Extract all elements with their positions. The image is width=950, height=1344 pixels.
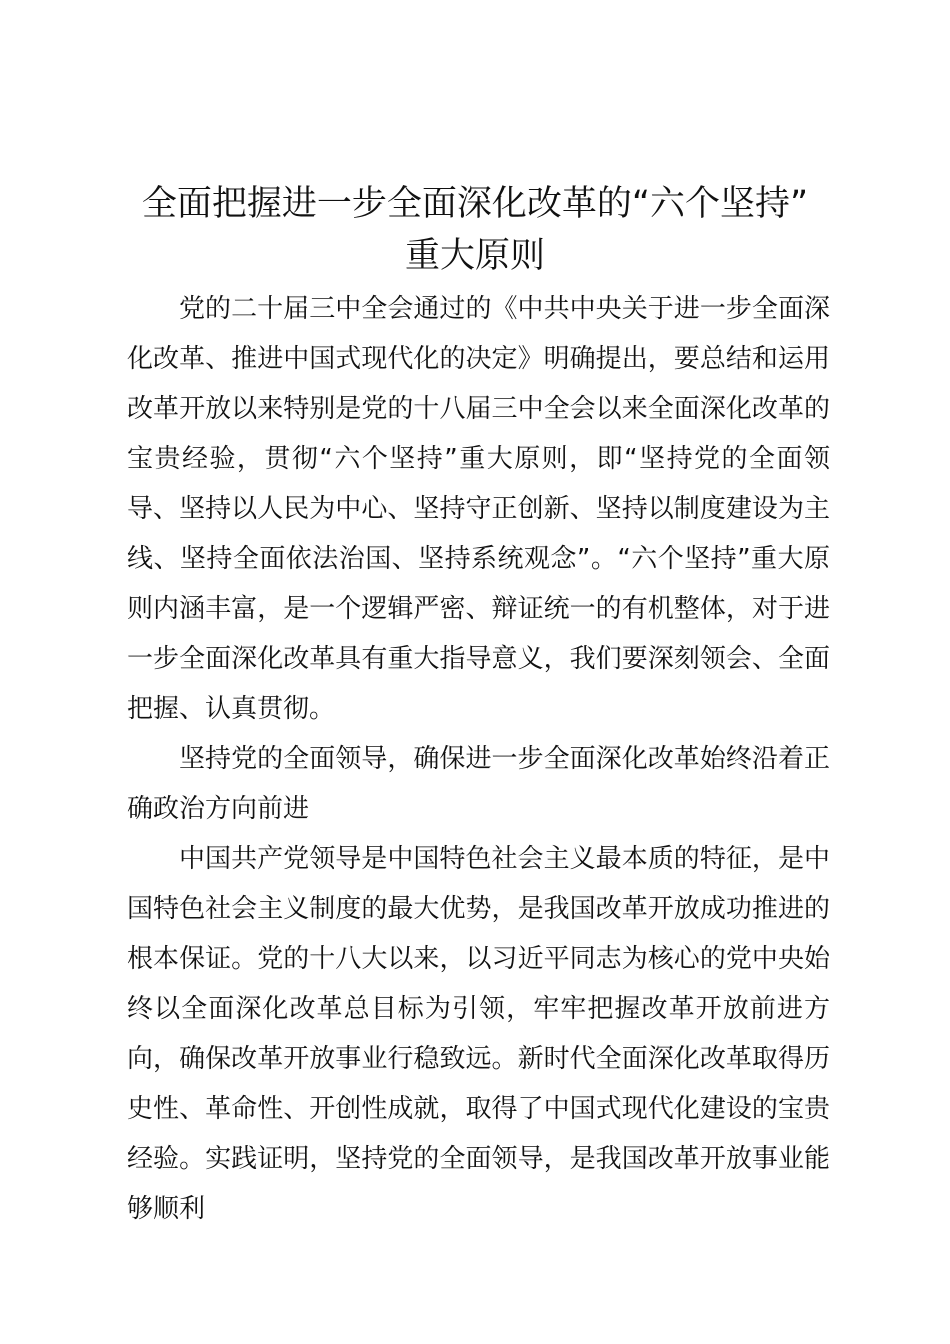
title-line-1: 全面把握进一步全面深化改革的“六个坚持” — [141, 184, 809, 224]
section-heading: 坚持党的全面领导，确保进一步全面深化改革始终沿着正确政治方向前进 — [127, 744, 830, 824]
title-line-2: 重大原则 — [404, 236, 545, 276]
intro-paragraph: 党的二十届三中全会通过的《中共中央关于进一步全面深化改革、推进中国式现代化的决定》明确提出，要总结和运用改革开放以来特别是党的十八届三中全会以来全面深化改革的宝贵经验，贯彻“六个坚持”重大原则，即“坚持党的全面领导、坚持以人民为中心、坚持守正创新、坚持以制度建设为主线、坚持全面依法治国、坚持系统观念”。“六个坚持”重大原则内涵丰富，是一个逻辑严密、辩证统一的有机整体，对于进一步全面深化改革具有重大指导意义，我们要深刻领会、全面把握、认真贯彻。 — [127, 294, 830, 724]
document-title — [100, 178, 850, 282]
document-body — [127, 284, 830, 1234]
body-paragraph: 中国共产党领导是中国特色社会主义最本质的特征，是中国特色社会主义制度的最大优势，是我国改革开放成功推进的根本保证。党的十八大以来，以习近平同志为核心的党中央始终以全面深化改革总目标为引领，牢牢把握改革开放前进方向，确保改革开放事业行稳致远。新时代全面深化改革取得历史性、革命性、开创性成就，取得了中国式现代化建设的宝贵经验。实践证明，坚持党的全面领导，是我国改革开放事业能够顺利 — [127, 844, 830, 1224]
